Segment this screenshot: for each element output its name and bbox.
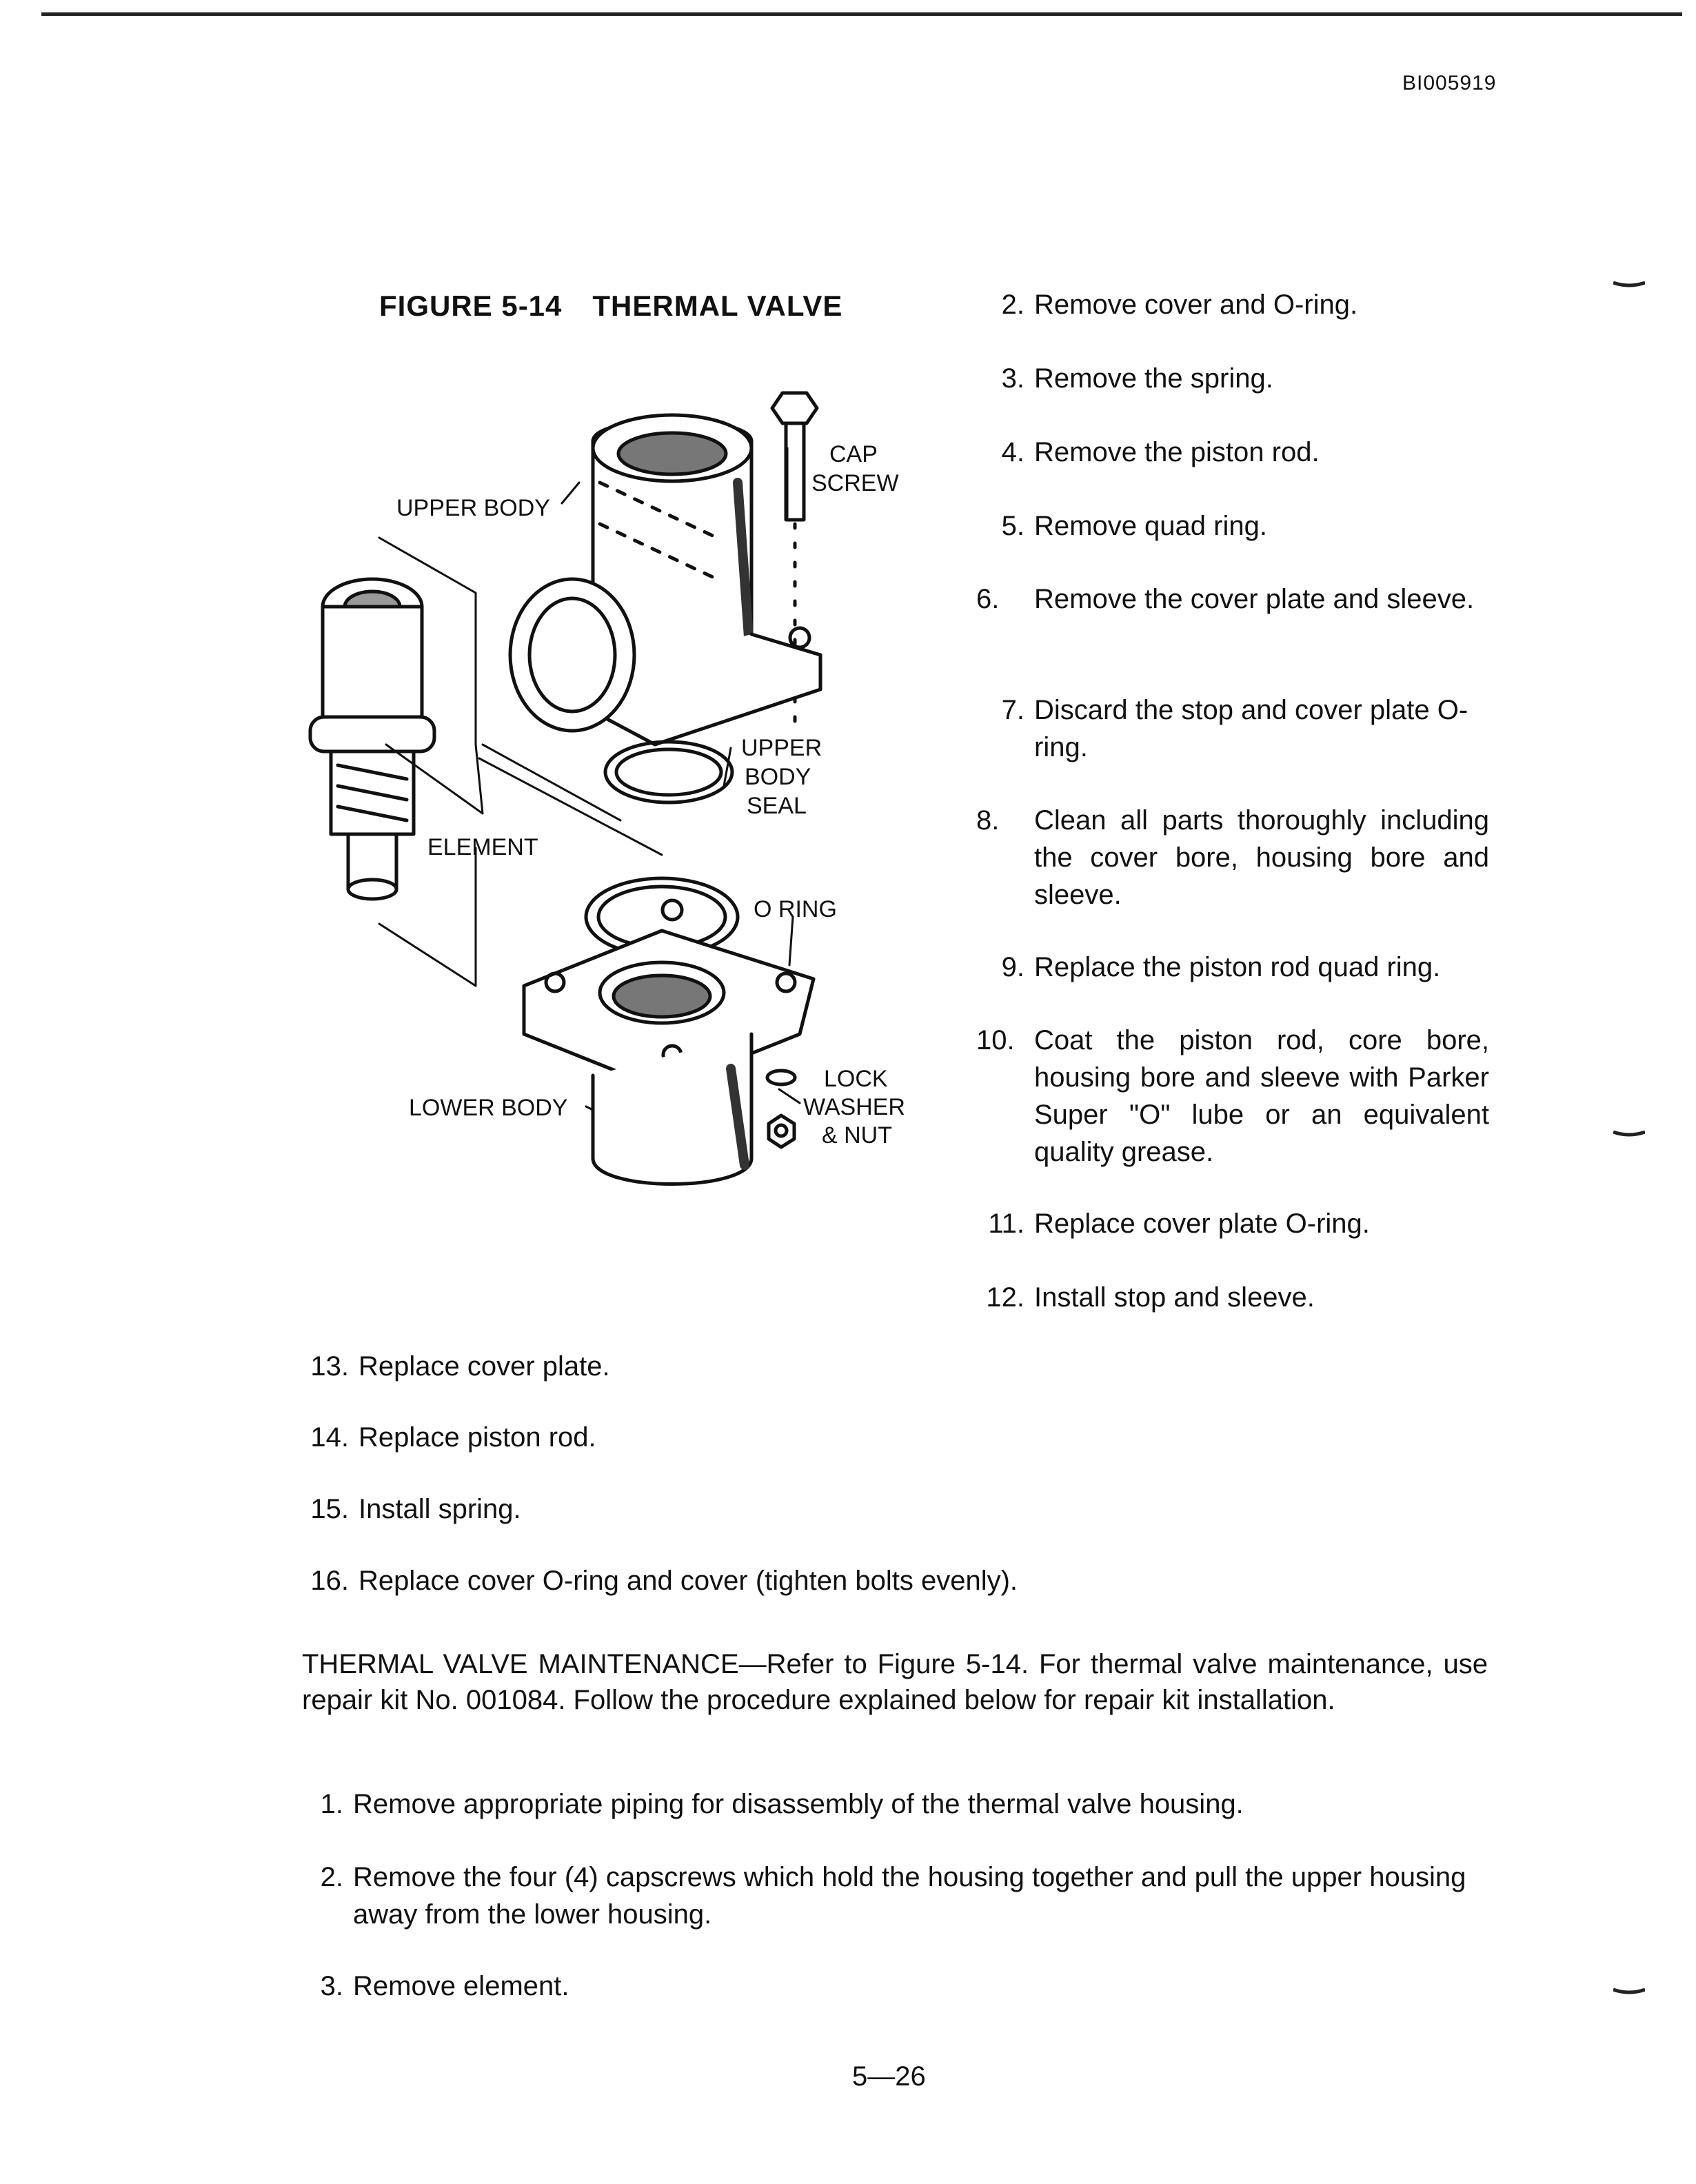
lock-washer-nut-part <box>767 1071 795 1147</box>
lower-body-part <box>524 931 814 1184</box>
step-8: 8. Clean all parts thoroughly including the cover bore, housing bore and sleeve. <box>976 805 1489 910</box>
kit-step-1: 1. Remove appropriate piping for disassembly of the thermal valve housing. <box>320 1789 1244 1819</box>
figure-title: THERMAL VALVE <box>592 290 843 322</box>
figure-number: FIGURE 5-14 <box>379 290 563 322</box>
step-4: 4. Remove the piston rod. <box>1001 437 1320 467</box>
upper-body-seal-label-1: UPPER <box>741 735 822 761</box>
upper-body-seal-label-3: SEAL <box>747 793 807 819</box>
maintenance-paragraph: THERMAL VALVE MAINTENANCE—Refer to Figure 5-14. For thermal valve maintenance, use repair kit No. 001084. Follow the procedure explained below for repair kit installation. <box>302 1649 1488 1715</box>
cap-screw-label-1: CAP <box>829 441 878 467</box>
kit-step-3: 3. Remove element. <box>320 1971 569 2001</box>
page-number: 5—26 <box>852 2061 926 2092</box>
scan-mark <box>1613 1988 1645 1995</box>
document-code: BI005919 <box>1402 72 1497 94</box>
step-10: 10. Coat the piston rod, core bore, housing bore and sleeve with Parker Super "O" lube or an equivalent quality grease. <box>976 1025 1489 1167</box>
step-5: 5. Remove quad ring. <box>1001 511 1267 541</box>
step-9: 9. Replace the piston rod quad ring. <box>1001 952 1441 982</box>
kit-step-2: 2. Remove the four (4) capscrews which hold the housing together and pull the upper housing away from the lower housing. <box>320 1862 1466 1930</box>
step-2: 2. Remove cover and O-ring. <box>1001 290 1358 320</box>
step-3: 3. Remove the spring. <box>1001 363 1273 394</box>
step-6: 6. Remove the cover plate and sleeve. <box>976 584 1475 614</box>
lock-washer-label-3: & NUT <box>822 1122 892 1149</box>
top-rule <box>41 12 1682 16</box>
lower-body-label: LOWER BODY <box>409 1095 568 1121</box>
step-7: 7. Discard the stop and cover plate O-ring. <box>1001 695 1468 762</box>
element-part <box>310 579 434 899</box>
lock-washer-label-2: WASHER <box>803 1094 905 1120</box>
step-12: 12. Install stop and sleeve. <box>986 1282 1315 1313</box>
step-14: 14. Replace piston rod. <box>310 1422 596 1453</box>
upper-body-seal-label-2: BODY <box>745 764 811 790</box>
scan-mark <box>1613 281 1645 288</box>
scan-mark <box>1613 1131 1645 1138</box>
cap-screw-label-2: SCREW <box>811 470 899 496</box>
step-13: 13. Replace cover plate. <box>310 1351 610 1382</box>
lock-washer-label-1: LOCK <box>824 1066 888 1092</box>
figure-caption <box>379 290 842 323</box>
o-ring-label: O RING <box>754 896 837 922</box>
upper-body-seal-part <box>605 742 732 802</box>
element-label: ELEMENT <box>427 834 538 860</box>
upper-body-part <box>510 415 820 745</box>
upper-body-label: UPPER BODY <box>396 495 550 521</box>
step-11: 11. Replace cover plate O-ring. <box>988 1209 1370 1239</box>
step-15: 15. Install spring. <box>310 1494 521 1524</box>
thermal-valve-diagram <box>303 372 938 1213</box>
step-16: 16. Replace cover O-ring and cover (tighten bolts evenly). <box>310 1566 1018 1596</box>
